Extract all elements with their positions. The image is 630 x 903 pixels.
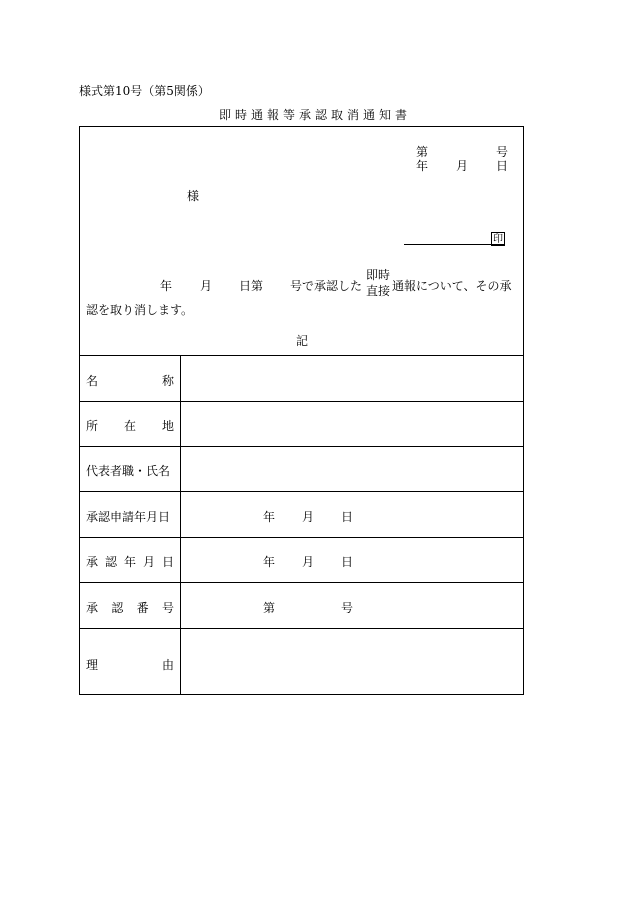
seal-mark: 印 — [493, 234, 503, 245]
application-date-year: 年 — [263, 510, 276, 524]
body-line1-end: 通報について、その承 — [392, 279, 512, 293]
label-application-date: 承認申請年月日 — [86, 510, 171, 524]
body-line2: 認を取り消します。 — [86, 303, 194, 317]
label-reason: 理 由 — [86, 658, 174, 672]
body-sokuji: 即時 — [366, 268, 391, 282]
approval-number-suffix: 号 — [341, 601, 354, 615]
label-approval-date: 承 認 年 月 日 — [86, 555, 174, 569]
date-month: 月 — [456, 159, 469, 173]
approval-number-prefix: 第 — [263, 601, 276, 615]
label-name: 名 称 — [86, 374, 174, 388]
row-divider — [79, 355, 524, 356]
number-prefix: 第 — [416, 145, 429, 159]
ki-mark: 記 — [296, 334, 309, 348]
row-divider — [79, 628, 524, 629]
row-divider — [79, 446, 524, 447]
date-year: 年 — [416, 159, 429, 173]
approval-date-year: 年 — [263, 555, 276, 569]
addressee-suffix: 様 — [187, 189, 200, 203]
number-suffix: 号 — [496, 145, 509, 159]
signature-line — [404, 244, 504, 245]
body-month: 月 — [200, 279, 213, 293]
application-date-month: 月 — [302, 510, 315, 524]
row-divider — [79, 491, 524, 492]
row-divider — [79, 401, 524, 402]
row-divider — [79, 582, 524, 583]
body-go-text: 号で承認した — [290, 279, 363, 293]
column-divider — [180, 355, 181, 695]
document-title: 即時通報等承認取消通知書 — [218, 108, 411, 122]
label-representative: 代表者職・氏名 — [86, 464, 171, 478]
label-address: 所 在 地 — [86, 419, 174, 433]
row-divider — [79, 537, 524, 538]
application-date-day: 日 — [341, 510, 354, 524]
date-day: 日 — [496, 159, 509, 173]
label-approval-number: 承 認 番 号 — [86, 601, 174, 615]
approval-date-day: 日 — [341, 555, 354, 569]
body-year: 年 — [160, 279, 173, 293]
body-chokusetsu: 直接 — [366, 284, 391, 298]
form-number: 様式第10号（第5関係） — [79, 84, 210, 98]
body-day-dai: 日第 — [239, 279, 264, 293]
approval-date-month: 月 — [302, 555, 315, 569]
